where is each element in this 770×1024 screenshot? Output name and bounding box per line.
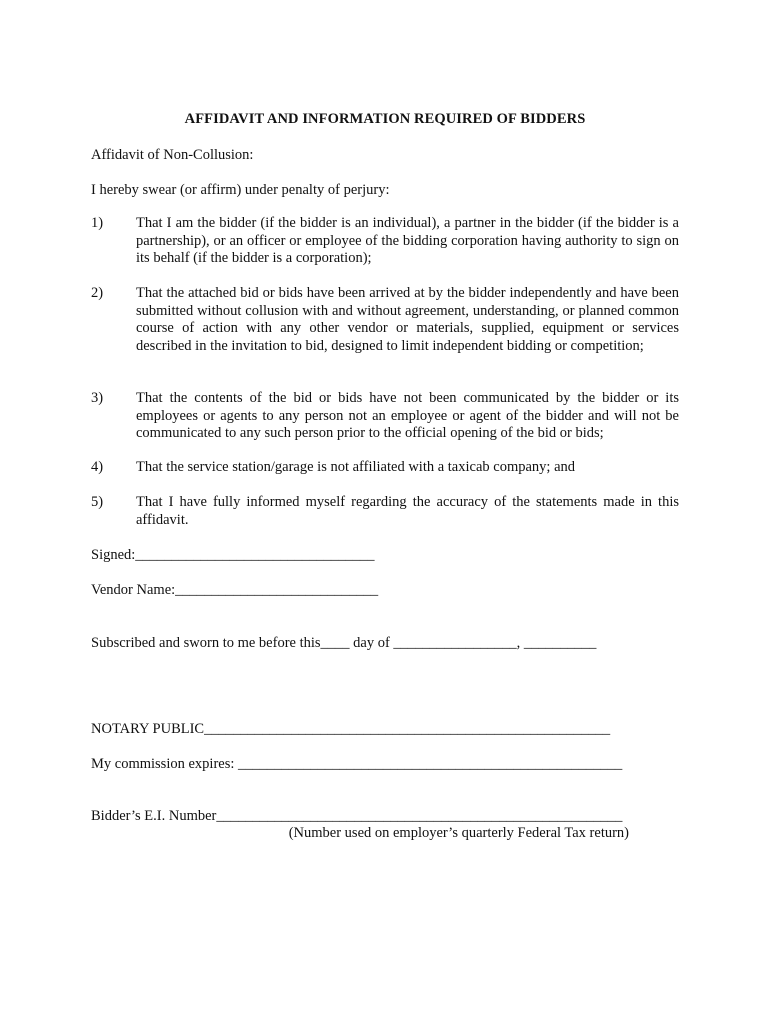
list-item-number: 1) <box>91 215 104 231</box>
list-item-number: 5) <box>91 494 104 510</box>
affidavit-subtitle: Affidavit of Non-Collusion: <box>91 147 254 163</box>
list-item-text: That the attached bid or bids have been arrived at by the bidder independently and have been submitted without collusion with and without agreement, understanding, or planned common course of action with any other vendor or materials, supplied, equipment or services described in the invitation to bid, designed to limit independent bidding or competition; <box>136 285 679 354</box>
vendor-name-field[interactable]: Vendor Name:____________________________ <box>91 582 379 598</box>
commission-expires-field[interactable]: My commission expires: _____________________________________________________ <box>91 756 623 772</box>
ein-note: (Number used on employer’s quarterly Federal Tax return) <box>288 825 629 841</box>
list-item-number: 4) <box>91 459 104 475</box>
list-item-number: 2) <box>91 285 104 301</box>
oath-intro: I hereby swear (or affirm) under penalty of perjury: <box>91 182 390 198</box>
document-title: AFFIDAVIT AND INFORMATION REQUIRED OF BIDDERS <box>184 111 586 127</box>
signed-field[interactable]: Signed:_________________________________ <box>91 547 375 563</box>
list-item-number: 3) <box>91 390 104 406</box>
list-item-text: That the contents of the bid or bids have not been communicated by the bidder or its employees or agents to any person not an employee or agent of the bidder and will not be communicated to any such person prior to the official opening of the bid or bids; <box>136 390 679 441</box>
bidder-ein-field[interactable]: Bidder’s E.I. Number________________________________________________________ <box>91 808 623 824</box>
list-item-text: That I am the bidder (if the bidder is an individual), a partner in the bidder (if the bidder is a partnership), or an officer or employee of the bidding corporation having authority to sign on its behalf (if the bidder is a corporation); <box>136 215 679 266</box>
list-item-text: That I have fully informed myself regarding the accuracy of the statements made in this affidavit. <box>136 494 679 528</box>
list-item-text: That the service station/garage is not affiliated with a taxicab company; and <box>136 459 576 475</box>
subscribed-sworn-field[interactable]: Subscribed and sworn to me before this____ day of _________________, __________ <box>91 635 597 651</box>
notary-public-field[interactable]: NOTARY PUBLIC________________________________________________________ <box>91 721 611 737</box>
